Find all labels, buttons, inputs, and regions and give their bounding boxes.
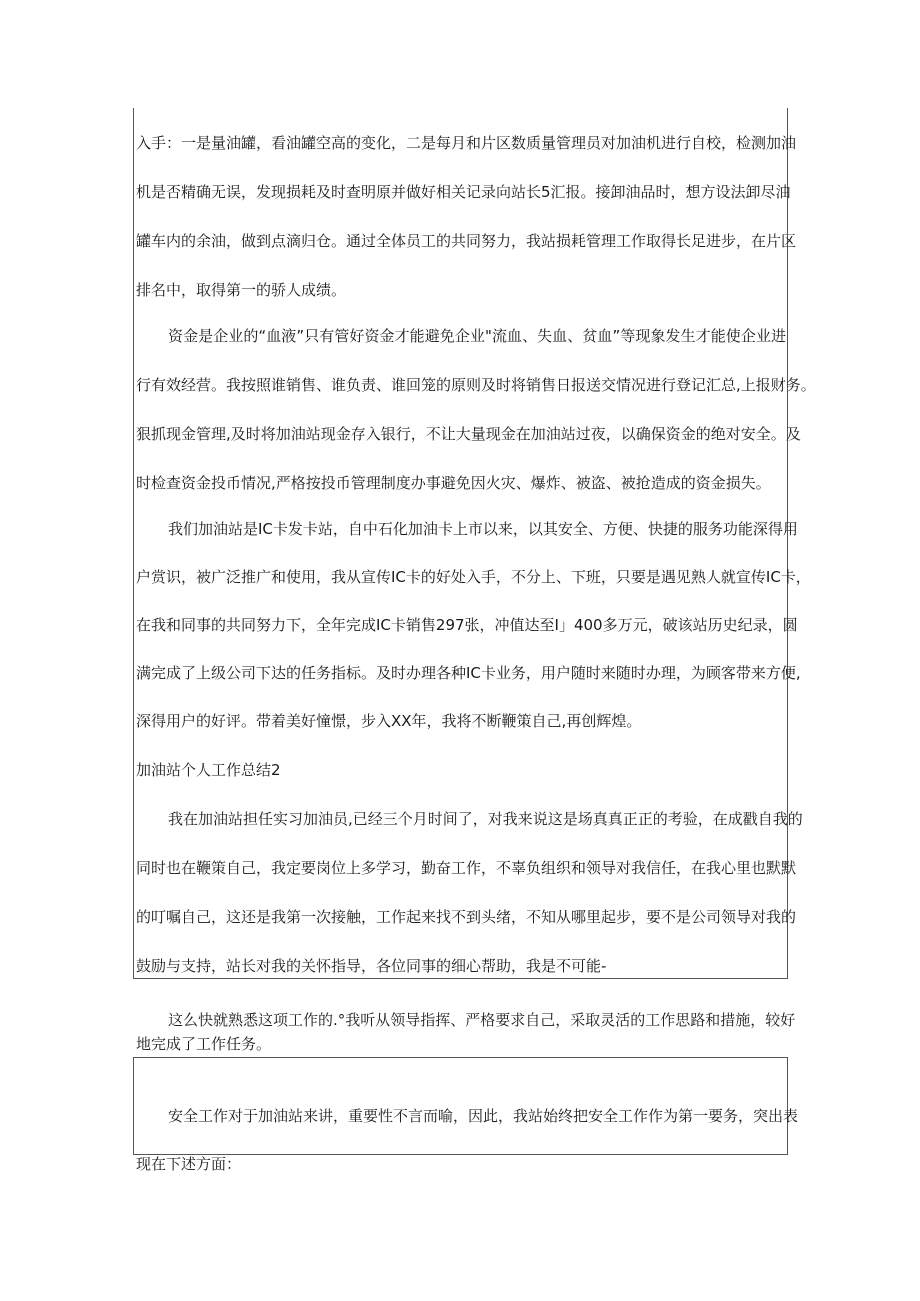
text-line: 鼓励与支持，站长对我的关怀指导，各位同事的细心帮助，我是不可能- — [136, 957, 607, 975]
heading-text: 加油站个人工作总结2 — [136, 761, 281, 779]
text-line: 排名中，取得第一的骄人成绩。 — [136, 281, 347, 299]
paragraph-internship — [136, 810, 803, 975]
text-line: 地完成了工作任务。 — [136, 1035, 272, 1053]
paragraph-safety — [136, 1107, 799, 1173]
text-line: 户赏识，被广泛推广和使用，我从宣传IC卡的好处入手，不分上、下班，只要是遇见熟人就宣传IC卡， — [136, 568, 811, 586]
text-line: 狠抓现金管理,及时将加油站现金存入银行，不让大量现金在加油站过夜，以确保资金的绝对安全。及 — [136, 425, 801, 443]
text-line: 我在加油站担任实习加油员,已经三个月时间了，对我来说这是场真真正正的考验，在成戳自我的 — [168, 810, 803, 828]
text-line: 时检查资金投币情况,严格按投币管理制度办事避免因火灾、爆炸、被盗、被抢造成的资金损失。 — [136, 474, 771, 492]
text-line: 现在下述方面： — [136, 1155, 242, 1173]
text-line: 同时也在鞭策自己，我定要岗位上多学习，勤奋工作，不辜负组织和领导对我信任，在我心里也默默 — [136, 859, 797, 877]
paragraph-loss-management — [136, 134, 797, 299]
text-line: 的叮嘱自己，这还是我第一次接触，工作起来找不到头绪，不知从哪里起步，要不是公司领导对我的 — [136, 908, 797, 926]
text-line: 深得用户的好评。带着美好憧憬，步入XX年，我将不断鞭策自己,再创辉煌。 — [136, 712, 642, 730]
text-line: 行有效经营。我按照谁销售、谁负责、谁回笼的原则及时将销售日报送交情况进行登记汇总,上报财务。 — [136, 376, 816, 394]
text-line: 安全工作对于加油站来讲，重要性不言而喻，因此，我站始终把安全工作作为第一要务，突出表 — [168, 1107, 799, 1125]
text-line: 入手：一是量油罐，看油罐空高的变化，二是每月和片区数质量管理员对加油机进行自校，检测加油 — [136, 134, 797, 152]
text-line: 这么快就熟悉这项工作的.°我听从领导指挥、严格要求自己，采取灵活的工作思路和措施，较好 — [168, 1011, 796, 1029]
text-line: 在我和同事的共同努力下，全年完成IC卡销售297张，冲值达至I」400多万元，破该站历史纪录，圆 — [136, 616, 798, 634]
text-line: 罐车内的余油，做到点滴归仓。通过全体员工的共同努力，我站损耗管理工作取得长足进步，在片区 — [136, 232, 797, 250]
text-line: 我们加油站是IC卡发卡站，自中石化加油卡上市以来，以其安全、方便、快捷的服务功能深得用 — [168, 520, 798, 538]
section-heading — [136, 763, 786, 778]
text-line: 满完成了上级公司下达的任务指标。及时办理各种IC卡业务，用户随时来随时办理，为顾客带来方便, — [136, 664, 801, 682]
paragraph-ic-card — [136, 520, 811, 730]
text-line: 机是否精确无误，发现损耗及时查明原并做好相关记录向站长5汇报。接卸油品时，想方设法卸尽油 — [136, 183, 791, 201]
paragraph-fund-management — [136, 327, 816, 492]
text-line: 资金是企业的“血液”只有管好资金才能避免企业"流血、失血、贫血”等现象发生才能使企业进 — [168, 327, 786, 345]
paragraph-familiarity — [136, 1011, 796, 1053]
